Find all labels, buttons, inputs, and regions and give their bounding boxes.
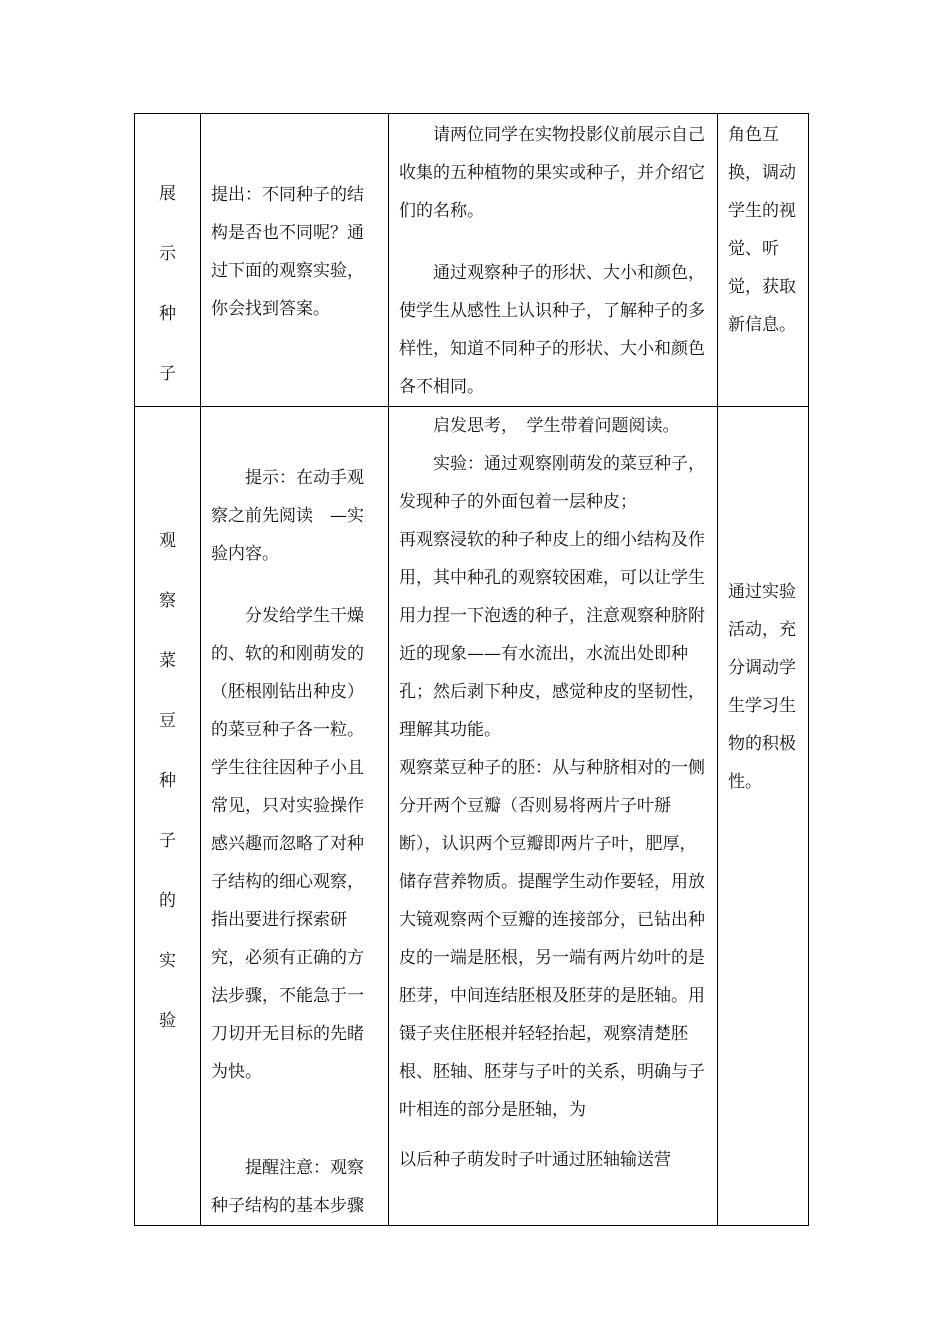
stage-char: 察 (159, 591, 176, 611)
stage-char: 豆 (159, 711, 176, 731)
design-intent-cell (718, 114, 809, 407)
stage-char: 菜 (159, 651, 176, 671)
intent-text: 角色互换，调动学生的视觉、听觉，获取新信息。 (728, 125, 796, 335)
stage-char: 观 (159, 531, 176, 551)
student-activity-cell (389, 114, 718, 407)
teacher-text: 提示：在动手观察之前先阅读 —实验内容。 (211, 468, 364, 564)
stage-char: 的 (159, 891, 176, 911)
student-text: 启发思考， 学生带着问题阅读。 (433, 416, 680, 436)
stage-cell (135, 407, 201, 1226)
intent-text: 通过实验活动，充分调动学生学习生物的积极性。 (728, 582, 796, 792)
stage-char: 子 (159, 831, 176, 851)
teacher-text: 提醒注意：观察种子结构的基本步骤 (211, 1158, 364, 1216)
teacher-text: 提出：不同种子的结构是否也不同呢？通过下面的观察实验，你会找到答案。 (211, 185, 364, 319)
teacher-text: 分发给学生干燥的、软的和刚萌发的（胚根刚钻出种皮）的菜豆种子各一粒。学生往往因种子小且常见，只对实验操作感兴趣而忽略了对种子结构的细心观察，指出要进行探索研究，必须有正确的方法步骤，不能急于一刀切开无目标的先睹为快。 (211, 606, 364, 1082)
stage-char: 种 (159, 771, 176, 791)
stage-char: 展 (159, 184, 176, 204)
stage-char: 验 (159, 1011, 176, 1031)
student-text: 再观察浸软的种子种皮上的细小结构及作用，其中种孔的观察较困难，可以让学生用力捏一下泡透的种子，注意观察种脐附近的现象——有水流出，水流出处即种孔；然后剥下种皮，感觉种皮的坚韧性，理解其功能。 (399, 530, 705, 740)
stage-char: 实 (159, 951, 176, 971)
stage-char: 种 (159, 304, 176, 324)
teacher-activity-cell (201, 114, 389, 407)
student-activity-cell (389, 407, 718, 1226)
stage-char: 示 (159, 244, 176, 264)
stage-char: 子 (159, 364, 176, 384)
table-row-bean-experiment (135, 407, 809, 1226)
student-text: 观察菜豆种子的胚：从与种脐相对的一侧分开两个豆瓣（否则易将两片子叶掰断），认识两个豆瓣即两片子叶，肥厚，储存营养物质。提醒学生动作要轻，用放大镜观察两个豆瓣的连接部分，已钻出种皮的一端是胚根，另一端有两片幼叶的是胚芽，中间连结胚根及胚芽的是胚轴。用镊子夹住胚根并轻轻抬起，观察清楚胚根、胚轴、胚芽与子叶的关系，明确与子叶相连的部分是胚轴，为 (399, 758, 705, 1120)
student-text: 通过观察种子的形状、大小和颜色，使学生从感性上认识种子，了解种子的多样性，知道不同种子的形状、大小和颜色各不相同。 (399, 263, 705, 397)
design-intent-cell (718, 407, 809, 1226)
student-text: 实验：通过观察刚萌发的菜豆种子，发现种子的外面包着一层种皮； (399, 454, 705, 512)
student-text: 请两位同学在实物投影仪前展示自己收集的五种植物的果实或种子，并介绍它们的名称。 (399, 125, 705, 221)
lesson-plan-table (134, 113, 809, 1226)
stage-cell (135, 114, 201, 407)
teacher-activity-cell (201, 407, 389, 1226)
student-text: 以后种子萌发时子叶通过胚轴输送营 (399, 1150, 671, 1170)
table-row-show-seeds (135, 114, 809, 407)
